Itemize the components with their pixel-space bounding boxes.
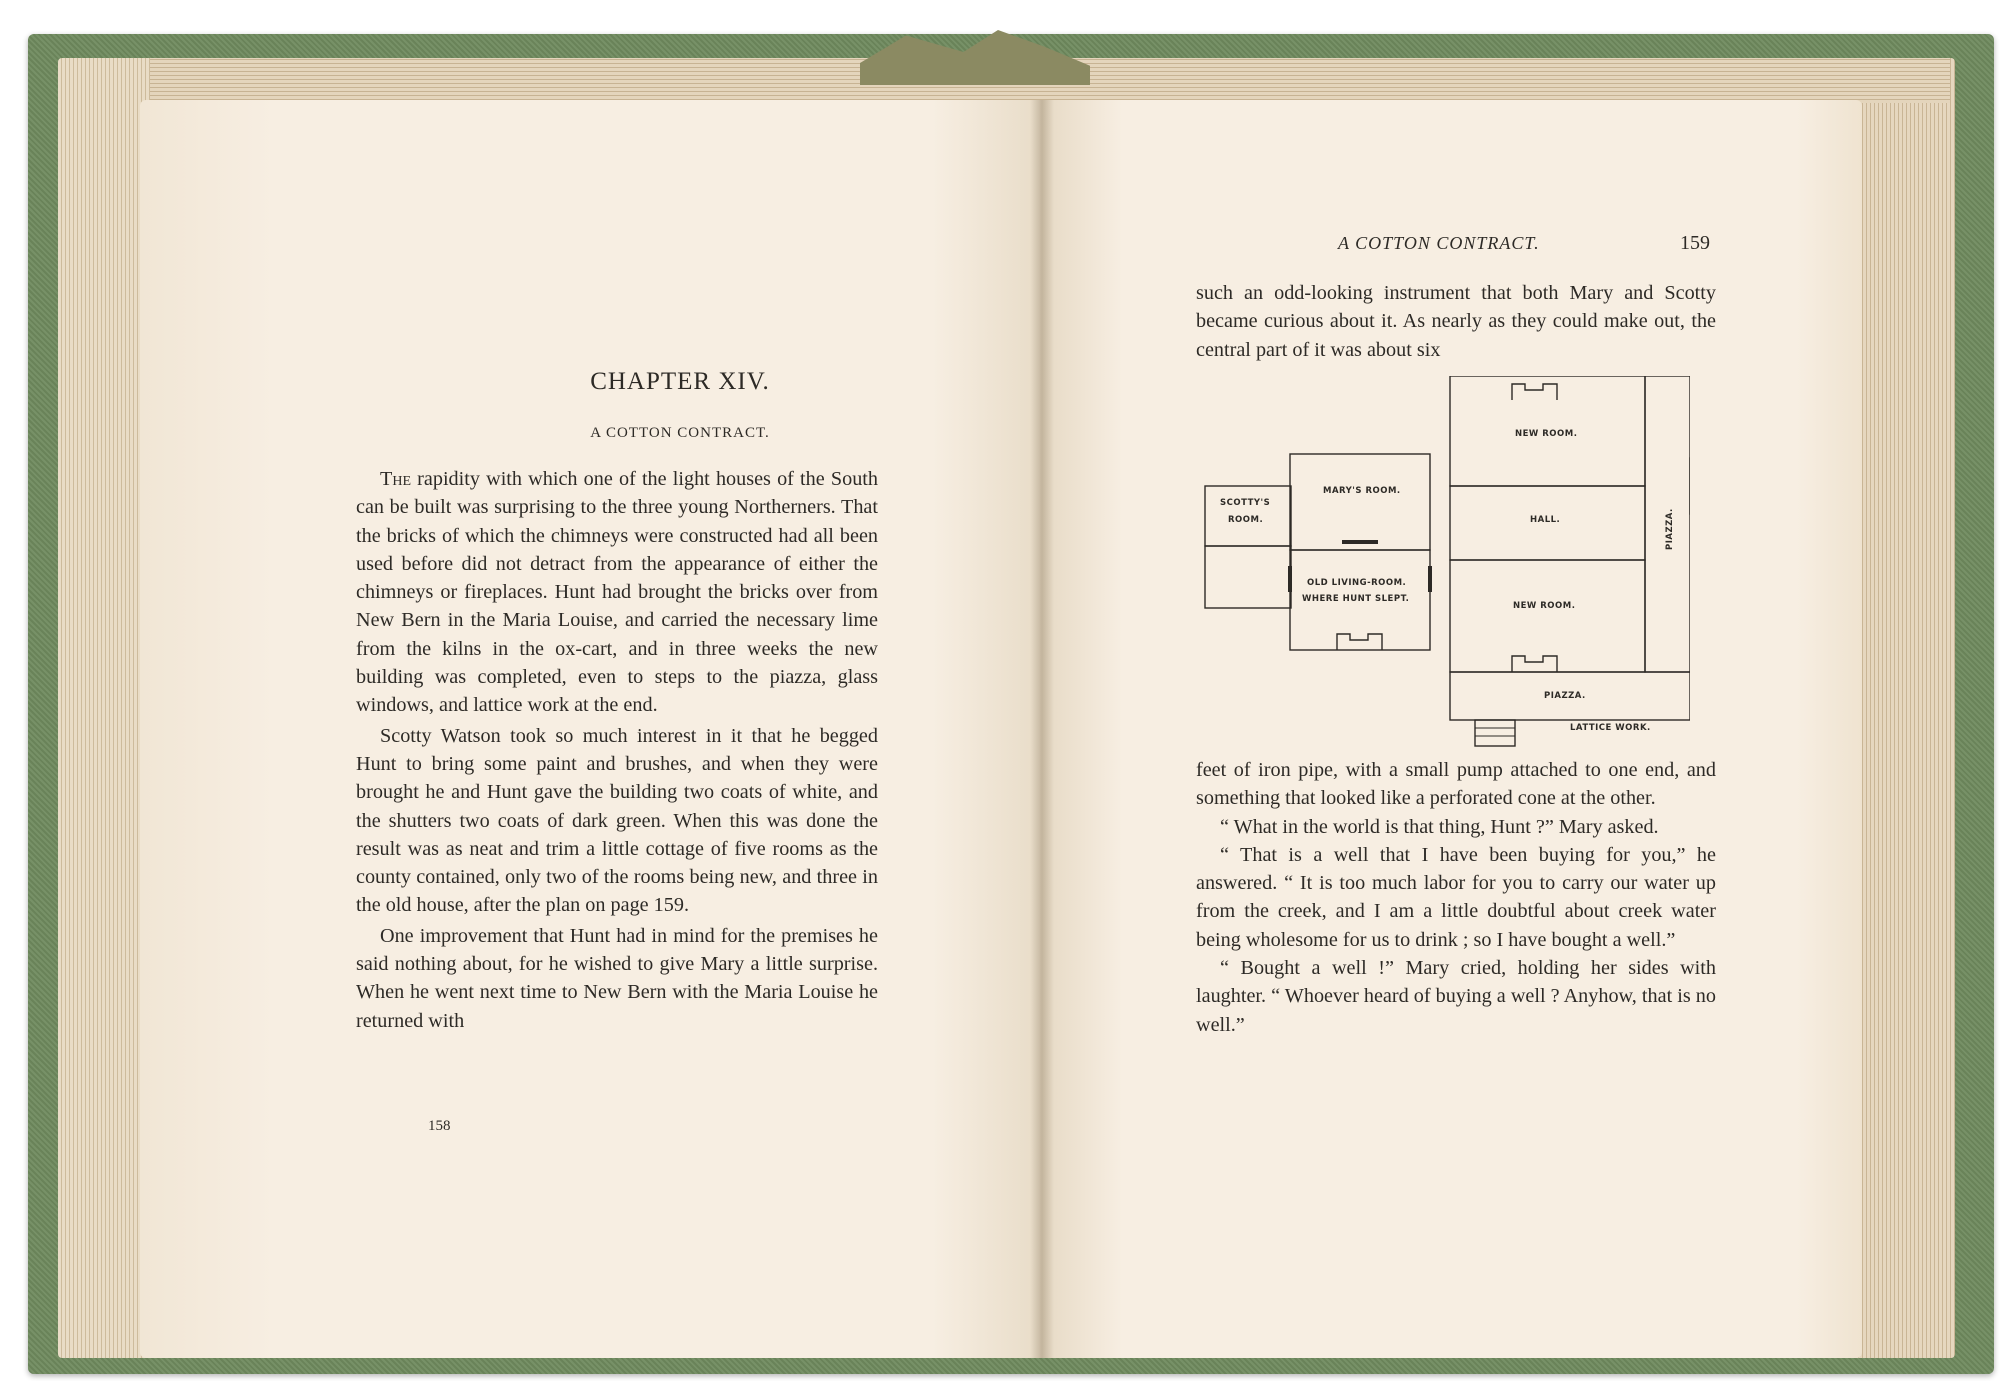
running-head: A COTTON CONTRACT. xyxy=(1338,233,1540,253)
page-edges-right xyxy=(1855,58,1955,1358)
piazza-side-label: PIAZZA. xyxy=(1665,508,1675,550)
paragraph: “ Bought a well !” Mary cried, holding her sides with laughter. “ Whoever heard of buying a well ? Anyhow, that is no well.” xyxy=(1196,957,1716,1036)
paragraph: Scotty Watson took so much interest in it that he begged Hunt to bring some paint and brushes, and when they were brought he and Hunt gave the building two coats of white, and the shutters two coats of dark green. When this was done the result was as neat and trim a little cottage of five rooms as the county contained, only two of the rooms being new, and three in the old house, after the plan on page 159. xyxy=(356,724,878,917)
drop-lead-word: The xyxy=(380,468,411,490)
chapter-subtitle: A COTTON CONTRACT. xyxy=(590,425,770,441)
page-number-right: 159 xyxy=(1680,232,1710,254)
hall-label: HALL. xyxy=(1530,515,1561,525)
floor-plan-diagram xyxy=(1200,376,1690,748)
right-body-text-bottom xyxy=(1196,756,1716,1039)
page-number-left: 158 xyxy=(428,1118,451,1134)
marys-room-shape xyxy=(1290,454,1430,550)
right-body-text-top xyxy=(1196,279,1716,364)
left-body-text xyxy=(356,465,878,1035)
fireplace-mark xyxy=(1337,634,1382,650)
paragraph-text: rapidity with which one of the light houses of the South can be built was surprising to the three young Northerners. That the bricks of which the chimneys were constructed had all been used before did not detract from the appearance of either the chimneys or fireplaces. Hunt had brought the bricks over from New Bern in the Maria Louise, and carried the necessary lime from the kilns in the ox-cart, and in three weeks the new building was completed, even to steps to the piazza, glass windows, and lattice work at the end. xyxy=(356,468,878,717)
new-room-bottom-label: NEW ROOM. xyxy=(1513,601,1576,611)
scotty-annex-shape xyxy=(1205,546,1291,608)
fireplace-mark xyxy=(1512,656,1557,672)
door-mark xyxy=(1288,566,1292,592)
marys-room-label: MARY'S ROOM. xyxy=(1323,486,1401,496)
paragraph: “ That is a well that I have been buying for you,” he answered. “ It is too much labor for you to carry our water up from the creek, and I am a little doubtful about creek water being wholesome for us to drink ; so I have bought a well.” xyxy=(1196,843,1716,951)
paragraph: feet of iron pipe, with a small pump attached to one end, and something that looked like a perforated cone at the other. xyxy=(1196,759,1716,810)
new-room-top-label: NEW ROOM. xyxy=(1515,429,1578,439)
old-living-room-label-line1: OLD LIVING-ROOM. xyxy=(1307,578,1407,588)
chapter-title: CHAPTER XIV. xyxy=(590,368,770,395)
book-gutter xyxy=(1030,100,1054,1358)
new-room-bottom-shape xyxy=(1450,560,1645,672)
lattice-work-label: LATTICE WORK. xyxy=(1570,723,1651,733)
fireplace-mark xyxy=(1512,384,1557,400)
paragraph: “ What in the world is that thing, Hunt ?” Mary asked. xyxy=(1220,815,1659,838)
door-mark xyxy=(1428,566,1432,592)
door-mark xyxy=(1342,540,1378,544)
piazza-bottom-label: PIAZZA. xyxy=(1544,691,1586,701)
paragraph: One improvement that Hunt had in mind for the premises he said nothing about, for he wished to give Mary a little surprise. When he went next time to New Bern with the Maria Louise he returned with xyxy=(356,924,878,1032)
scottys-room-label-line1: SCOTTY'S xyxy=(1220,498,1271,508)
scottys-room-label-line2: ROOM. xyxy=(1228,515,1264,525)
bottom-steps-shape xyxy=(1475,720,1515,746)
page-edges-left xyxy=(58,58,150,1358)
old-living-room-label-line2: WHERE HUNT SLEPT. xyxy=(1302,594,1410,604)
paragraph: such an odd-looking instrument that both Mary and Scotty became curious about it. As nearly as they could make out, the central part of it was about six xyxy=(1196,282,1716,361)
paragraph xyxy=(356,465,878,720)
